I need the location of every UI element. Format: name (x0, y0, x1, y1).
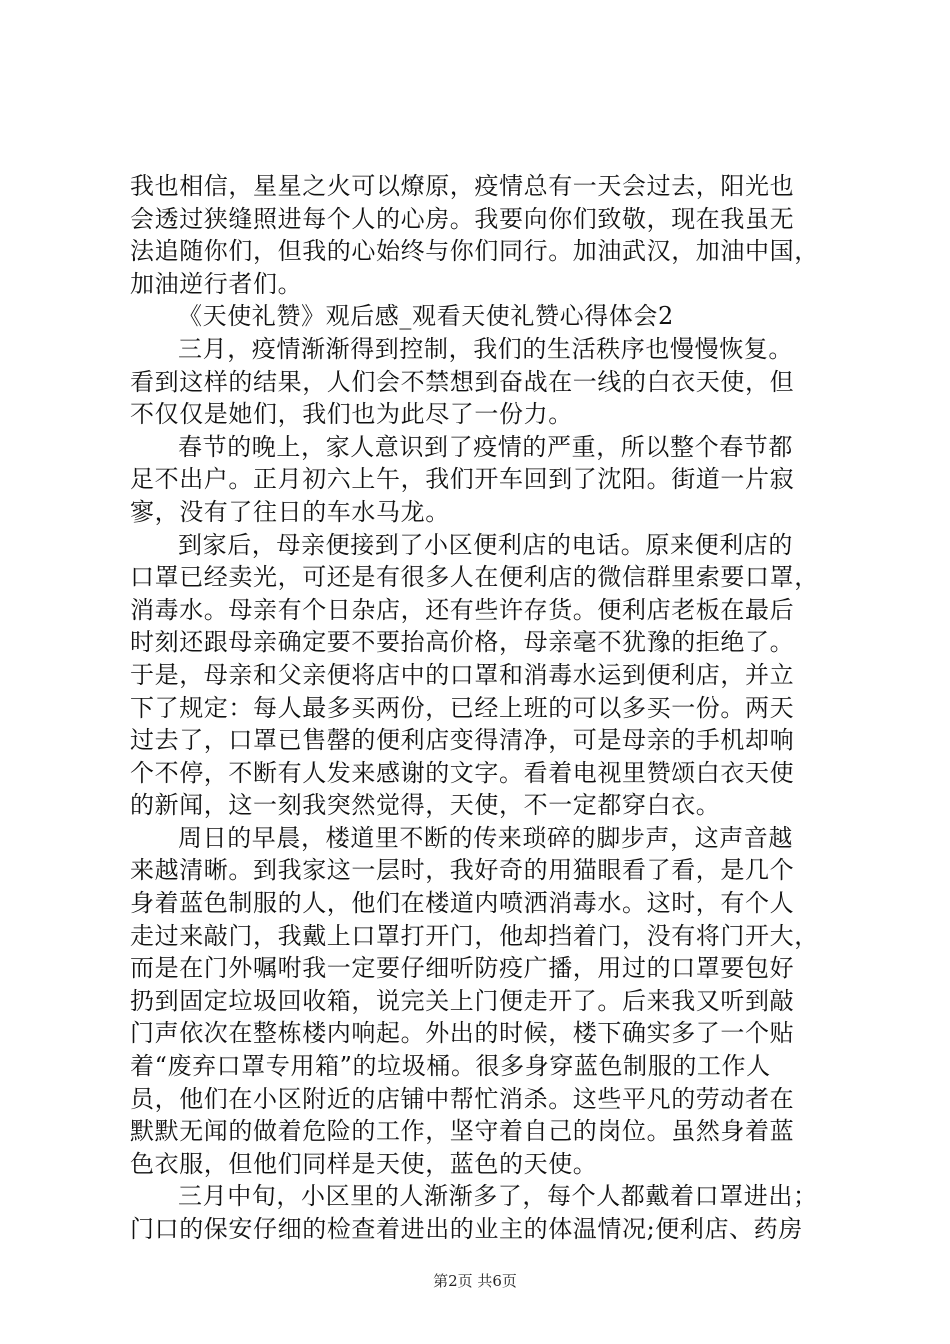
text-line: 到家后，母亲便接到了小区便利店的电话。原来便利店的 (178, 530, 793, 559)
text-line: 法追随你们，但我的心始终与你们同行。加油武汉，加油中国， (130, 237, 819, 266)
text-line: 默默无闻的做着危险的工作，坚守着自己的岗位。虽然身着蓝 (130, 1117, 795, 1146)
text-line: 不仅仅是她们，我们也为此尽了一份力。 (130, 400, 573, 429)
text-line: 着“废弃口罩专用箱”的垃圾桶。很多身穿蓝色制服的工作人 (130, 1052, 771, 1081)
text-line: 门声依次在整栋楼内响起。外出的时候，楼下确实多了一个贴 (130, 1019, 795, 1048)
text-line: 口罩已经卖光，可还是有很多人在便利店的微信群里索要口罩， (130, 563, 819, 592)
text-line: 于是，母亲和父亲便将店中的口罩和消毒水运到便利店，并立 (130, 660, 795, 689)
text-line: 加油逆行者们。 (130, 269, 303, 298)
text-line: 门口的保安仔细的检查着进出的业主的体温情况;便利店、药房 (130, 1215, 803, 1243)
document-body (130, 170, 830, 1246)
text-line: 三月，疫情渐渐得到控制，我们的生活秩序也慢慢恢复。 (178, 334, 793, 363)
text-line: 寥，没有了往日的车水马龙。 (130, 497, 450, 526)
text-line: 周日的早晨，楼道里不断的传来琐碎的脚步声，这声音越 (178, 823, 793, 852)
text-line: 员，他们在小区附近的店铺中帮忙消杀。这些平凡的劳动者在 (130, 1084, 795, 1113)
text-line: 而是在门外嘱咐我一定要仔细听防疫广播，用过的口罩要包好 (130, 954, 795, 983)
text-line: 色衣服，但他们同样是天使，蓝色的天使。 (130, 1149, 598, 1178)
text-line: 扔到固定垃圾回收箱，说完关上门便走开了。后来我又听到敲 (130, 986, 795, 1015)
text-line: 足不出户。正月初六上午，我们开车回到了沈阳。街道一片寂 (130, 465, 795, 494)
text-line: 下了规定：每人最多买两份，已经上班的可以多买一份。两天 (130, 693, 795, 722)
text-line: 《天使礼赞》观后感_观看天使礼赞心得体会2 (178, 302, 674, 331)
text-line: 看到这样的结果，人们会不禁想到奋战在一线的白衣天使，但 (130, 367, 795, 396)
text-line: 时刻还跟母亲确定要不要抬高价格，母亲毫不犹豫的拒绝了。 (130, 628, 795, 657)
text-line: 春节的晚上，家人意识到了疫情的严重，所以整个春节都 (178, 432, 793, 461)
text-line: 我也相信，星星之火可以燎原，疫情总有一天会过去，阳光也 (130, 172, 795, 200)
text-line: 的新闻，这一刻我突然觉得，天使，不一定都穿白衣。 (130, 791, 721, 820)
text-line: 三月中旬，小区里的人渐渐多了，每个人都戴着口罩进出； (178, 1182, 818, 1211)
text-line: 个不停，不断有人发来感谢的文字。看着电视里赞颂白衣天使 (130, 758, 795, 787)
text-line: 会透过狭缝照进每个人的心房。我要向你们致敬，现在我虽无 (130, 204, 795, 233)
page-footer: 第2页 共6页 (433, 1272, 517, 1290)
text-line: 走过来敲门，我戴上口罩打开门，他却挡着门，没有将门开大， (130, 921, 819, 950)
text-line: 消毒水。母亲有个日杂店，还有些许存货。便利店老板在最后 (130, 595, 795, 624)
text-line: 身着蓝色制服的人，他们在楼道内喷洒消毒水。这时，有个人 (130, 889, 795, 918)
text-line: 过去了，口罩已售罄的便利店变得清净，可是母亲的手机却响 (130, 726, 795, 755)
text-line: 来越清晰。到我家这一层时，我好奇的用猫眼看了看，是几个 (130, 856, 795, 885)
